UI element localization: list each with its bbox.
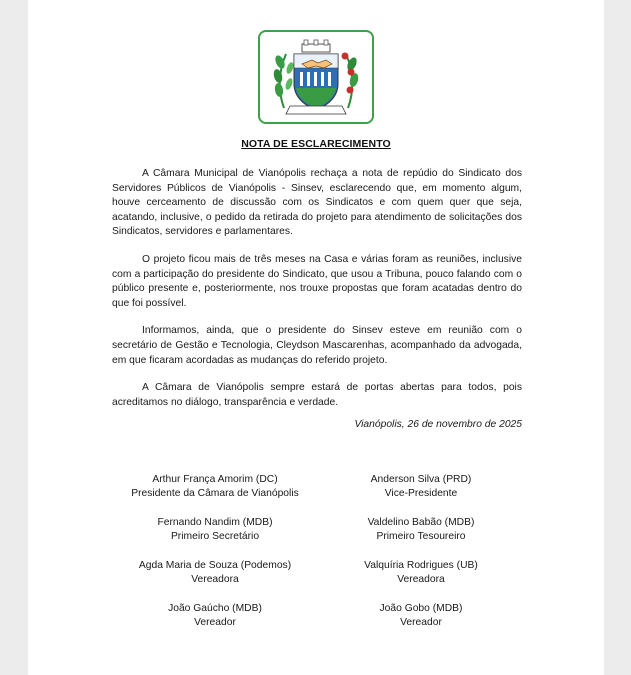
signature-name: Arthur França Amorim (DC) (152, 474, 278, 485)
paragraph: Informamos, ainda, que o presidente do Sinsev esteve em reunião com o secretário de Gestão e Tecnologia, Cleydson Mascarenhas, acompanhado da advogada, em que ficaram acordadas as mudanças do referido projeto. (112, 325, 522, 366)
signature-name: João Gobo (MDB) (379, 603, 463, 614)
signature-role: Presidente da Câmara de Vianópolis (131, 488, 299, 499)
signature-block (306, 473, 536, 501)
signature-block (100, 602, 330, 630)
signature-role: Primeiro Tesoureiro (376, 531, 466, 542)
signature-name: Valdelino Babão (MDB) (367, 517, 475, 528)
signature-block (306, 559, 536, 587)
signature-role: Vereadora (397, 574, 445, 585)
signature-name: Anderson Silva (PRD) (370, 474, 472, 485)
paragraph: O projeto ficou mais de três meses na Casa e várias foram as reuniões, inclusive com a participação do presidente do Sindicato, que usou a Tribuna, pouco falando com o público presente e, posteriormente, nos trouxe propostas que foram acatadas dentro do que foi possível. (112, 253, 522, 309)
signature-name: Agda Maria de Souza (Podemos) (138, 560, 292, 571)
signature-name: Fernando Nandim (MDB) (157, 517, 273, 528)
signature-name: João Gaúcho (MDB) (168, 603, 262, 614)
signature-block (100, 559, 330, 587)
date-line: Vianópolis, 26 de novembro de 2025 (354, 419, 522, 430)
signature-block (306, 516, 536, 544)
signature-block (100, 473, 330, 501)
paragraph: A Câmara Municipal de Vianópolis rechaça a nota de repúdio do Sindicato dos Servidores Públicos de Vianópolis - Sinsev, esclarecendo que, em momento algum, houve cerceamento de discussão com os Sindicatos e com quem quer que seja, acatando, inclusive, o pedido da retirada do projeto para atendimento de solicitações dos Sindicatos, servidores e parlamentares. (112, 168, 522, 238)
document-body (112, 167, 522, 423)
paragraph: A Câmara de Vianópolis sempre estará de portas abertas para todos, pois acreditamos no diálogo, transparência e verdade. (112, 382, 522, 408)
document-title: NOTA DE ESCLARECIMENTO (241, 138, 391, 150)
coat-of-arms-icon (260, 32, 372, 122)
signature-role: Vereador (400, 617, 442, 628)
signature-role: Vice-Presidente (384, 488, 458, 499)
signature-name: Valquíria Rodrigues (UB) (364, 560, 478, 571)
signature-role: Vereador (194, 617, 236, 628)
municipal-crest (258, 30, 374, 124)
signature-block (100, 516, 330, 544)
document-page (28, 0, 604, 675)
signature-role: Primeiro Secretário (170, 531, 260, 542)
signature-block (306, 602, 536, 630)
signature-role: Vereadora (191, 574, 239, 585)
